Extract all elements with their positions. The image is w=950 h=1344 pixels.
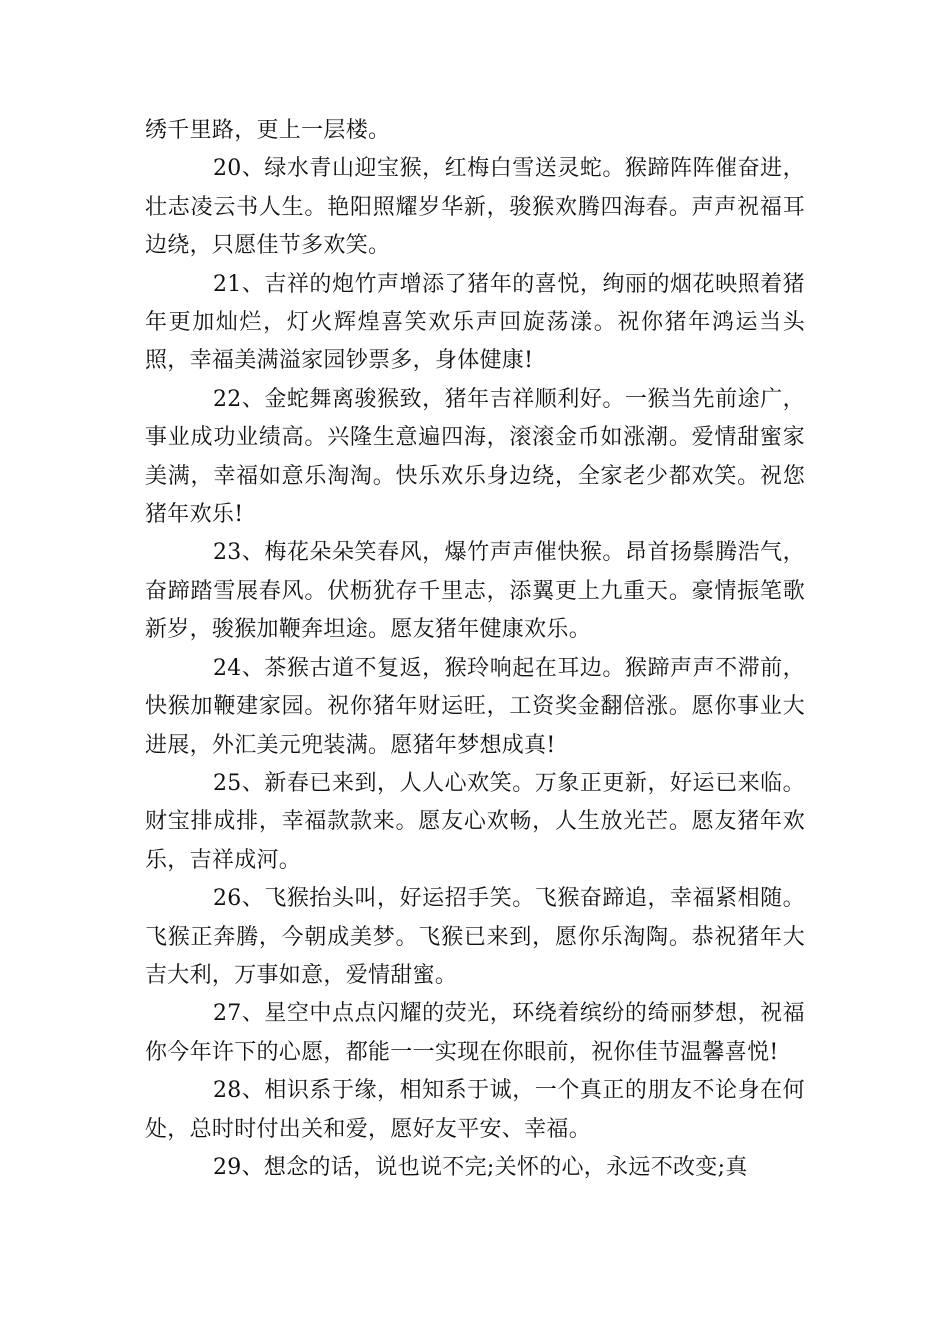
paragraph-continuation: 绣千里路，更上一层楼。 bbox=[145, 118, 391, 143]
paragraph-26: 26、飞猴抬头叫，好运招手笑。飞猴奋蹄追，幸福紧相随。飞猴正奔腾，今朝成美梦。飞猴已来到，愿你乐淘陶。恭祝猪年大吉大利，万事如意，爱情甜蜜。 bbox=[145, 886, 805, 988]
document-page bbox=[145, 112, 805, 1187]
paragraph-24: 24、茶猴古道不复返，猴玲响起在耳边。猴蹄声声不滞前，快猴加鞭建家园。祝你猪年财运旺，工资奖金翻倍涨。愿你事业大进展，外汇美元兜装满。愿猪年梦想成真! bbox=[145, 655, 805, 758]
paragraph-22: 22、金蛇舞离骏猴致，猪年吉祥顺利好。一猴当先前途广，事业成功业绩高。兴隆生意遍四海，滚滚金币如涨潮。爱情甜蜜家美满，幸福如意乐淘淘。快乐欢乐身边绕，全家老少都欢笑。祝您猪年欢乐! bbox=[145, 386, 805, 528]
paragraph-29: 29、想念的话，说也说不完;关怀的心，永远不改变;真 bbox=[213, 1154, 748, 1180]
paragraph-23: 23、梅花朵朵笑春风，爆竹声声催快猴。昂首扬鬃腾浩气，奋蹄踏雪展春风。伏枥犹存千里志，添翼更上九重天。豪情振笔歌新岁，骏猴加鞭奔坦途。愿友猪年健康欢乐。 bbox=[145, 540, 805, 643]
paragraph-20: 20、绿水青山迎宝猴，红梅白雪送灵蛇。猴蹄阵阵催奋进，壮志凌云书人生。艳阳照耀岁华新，骏猴欢腾四海春。声声祝福耳边绕，只愿佳节多欢笑。 bbox=[145, 156, 805, 259]
paragraph-28: 28、相识系于缘，相知系于诚，一个真正的朋友不论身在何处，总时时付出关和爱，愿好友平安、幸福。 bbox=[145, 1078, 805, 1142]
paragraph-25: 25、新春已来到，人人心欢笑。万象正更新，好运已来临。财宝排成排，幸福款款来。愿友心欢畅，人生放光芒。愿友猪年欢乐，吉祥成河。 bbox=[145, 770, 805, 873]
paragraph-21: 21、吉祥的炮竹声增添了猪年的喜悦，绚丽的烟花映照着猪年更加灿烂，灯火辉煌喜笑欢乐声回旋荡漾。祝你猪年鸿运当头照，幸福美满溢家园钞票多，身体健康! bbox=[145, 271, 805, 374]
paragraph-27: 27、星空中点点闪耀的荧光，环绕着缤纷的绮丽梦想，祝福你今年许下的心愿，都能一一实现在你眼前，祝你佳节温馨喜悦! bbox=[145, 1001, 805, 1065]
